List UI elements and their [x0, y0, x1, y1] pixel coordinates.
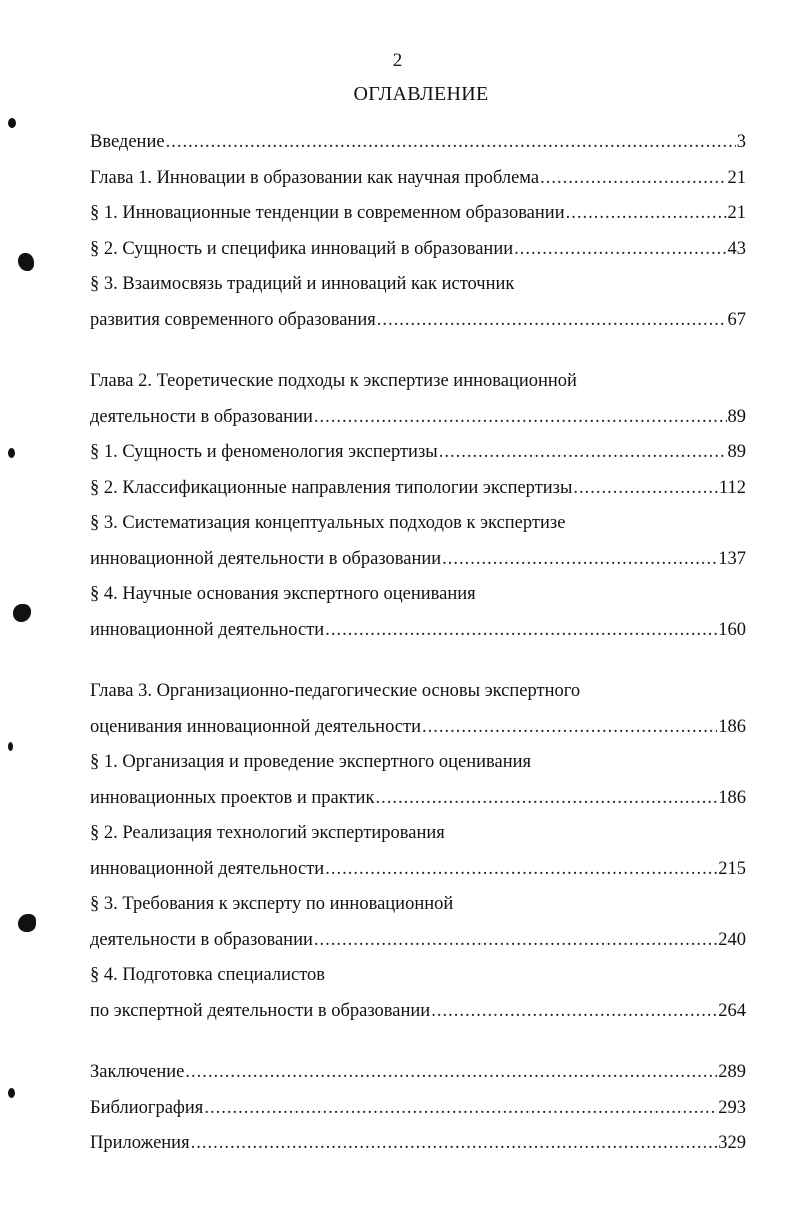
scan-artifact — [13, 604, 31, 622]
toc-entry-ch3-section-1[interactable] — [90, 785, 746, 821]
toc-entry-chapter-1[interactable] — [90, 165, 746, 201]
toc-entry-text: Библиография — [90, 1097, 204, 1118]
dot-leader — [422, 714, 717, 741]
toc-entry-ch2-section-3-line-1[interactable]: § 3. Систематизация концептуальных подходов к экспертизе — [90, 513, 566, 533]
dot-leader — [573, 475, 718, 502]
toc-entry-chapter-3-line-1[interactable]: Глава 3. Организационно-педагогические основы экспертного — [90, 681, 581, 701]
scan-artifact — [18, 253, 34, 271]
toc-page-number: 289 — [718, 1062, 746, 1082]
toc-entry-text: инновационной деятельности в образовании — [90, 548, 442, 569]
toc-entry-text: Заключение — [90, 1062, 185, 1082]
toc-entry-text: § 2. Сущность и специфика инноваций в образовании — [90, 238, 514, 259]
toc-entry-text: инновационной деятельности — [90, 619, 325, 640]
toc-entry-text: Приложения — [90, 1133, 190, 1153]
toc-page-number: 89 — [727, 442, 746, 462]
toc-entry-ch1-section-2[interactable] — [90, 236, 746, 272]
toc-entry-ch3-section-4[interactable] — [90, 998, 746, 1034]
dot-leader — [325, 617, 717, 644]
table-of-contents — [90, 129, 746, 1166]
toc-entry-text: по экспертной деятельности в образовании — [90, 1000, 431, 1021]
dot-leader — [166, 129, 736, 156]
toc-entry-ch1-section-3[interactable] — [90, 307, 746, 343]
toc-page-number: 329 — [718, 1133, 746, 1153]
toc-entry-ch3-section-3-line-1[interactable]: § 3. Требования к эксперту по инновационной — [90, 894, 454, 914]
toc-entry-ch1-section-3-line-1[interactable]: § 3. Взаимосвязь традиций и инноваций как источник — [90, 274, 515, 294]
dot-leader — [185, 1059, 717, 1086]
dot-leader — [439, 439, 727, 466]
toc-entry-chapter-2[interactable] — [90, 404, 746, 440]
toc-entry-ch2-section-4-line-1[interactable]: § 4. Научные основания экспертного оценивания — [90, 584, 476, 604]
dot-leader — [442, 546, 717, 573]
toc-page-number: 186 — [718, 787, 746, 808]
scan-artifact — [8, 448, 15, 458]
dot-leader — [314, 927, 717, 954]
toc-entry-ch1-section-1[interactable] — [90, 200, 746, 236]
page-number: 2 — [392, 50, 403, 71]
toc-entry-ch3-section-3[interactable] — [90, 927, 746, 963]
scan-artifact — [8, 742, 13, 751]
dot-leader — [204, 1095, 717, 1122]
toc-entry-text: § 2. Классификационные направления типологии экспертизы — [90, 477, 573, 498]
toc-entry-text: § 1. Сущность и феноменология экспертизы — [90, 442, 438, 462]
toc-entry-text: Введение — [90, 132, 165, 152]
toc-page-number: 67 — [727, 309, 746, 330]
toc-entry-chapter-3[interactable] — [90, 714, 746, 750]
toc-entry-ch3-section-4-line-1[interactable]: § 4. Подготовка специалистов — [90, 965, 326, 985]
toc-entry-text: инновационных проектов и практик — [90, 787, 375, 808]
dot-leader — [325, 856, 717, 883]
scan-artifact — [8, 1088, 15, 1098]
toc-page-number: 21 — [727, 203, 746, 223]
toc-page-number: 160 — [718, 619, 746, 640]
toc-page-number: 89 — [727, 406, 746, 427]
toc-entry-text: деятельности в образовании — [90, 406, 313, 427]
dot-leader — [377, 307, 727, 334]
toc-page-number: 186 — [718, 716, 746, 737]
toc-page-number: 293 — [718, 1097, 746, 1118]
toc-page-number: 3 — [736, 132, 746, 152]
dot-leader — [375, 785, 717, 812]
toc-page-number: 43 — [727, 238, 746, 259]
toc-entry-text: § 1. Инновационные тенденции в современном образовании — [90, 203, 565, 223]
toc-entry-text: деятельности в образовании — [90, 929, 313, 950]
toc-entry-text: инновационной деятельности — [90, 858, 325, 879]
dot-leader — [314, 404, 727, 431]
dot-leader — [431, 998, 717, 1025]
toc-entry-text: развития современного образования — [90, 309, 376, 330]
toc-entry-ch3-section-2[interactable] — [90, 856, 746, 892]
page-title: ОГЛАВЛЕНИЕ — [353, 83, 489, 105]
dot-leader — [566, 200, 727, 227]
toc-page-number: 137 — [718, 548, 746, 569]
toc-page-number: 112 — [718, 477, 746, 498]
toc-entry-ch2-section-2[interactable] — [90, 475, 746, 511]
dot-leader — [514, 236, 726, 263]
scan-artifact — [8, 118, 16, 128]
toc-page-number: 264 — [718, 1000, 746, 1021]
scan-artifact — [18, 914, 36, 932]
toc-page-number: 21 — [727, 167, 746, 188]
toc-entry-text: Глава 1. Инновации в образовании как научная проблема — [90, 167, 540, 188]
toc-entry-chapter-2-line-1[interactable]: Глава 2. Теоретические подходы к экспертизе инновационной — [90, 371, 577, 391]
toc-entry-ch2-section-4[interactable] — [90, 617, 746, 653]
toc-entry-intro[interactable] — [90, 129, 746, 165]
toc-entry-ch3-section-1-line-1[interactable]: § 1. Организация и проведение экспертного оценивания — [90, 752, 532, 772]
dot-leader — [540, 165, 726, 192]
toc-entry-text: оценивания инновационной деятельности — [90, 716, 421, 737]
toc-entry-bibliography[interactable] — [90, 1095, 746, 1131]
toc-entry-ch2-section-1[interactable] — [90, 439, 746, 475]
toc-page-number: 215 — [718, 858, 746, 879]
toc-entry-appendices[interactable] — [90, 1130, 746, 1166]
toc-page-number: 240 — [718, 929, 746, 950]
toc-entry-ch2-section-3[interactable] — [90, 546, 746, 582]
toc-entry-ch3-section-2-line-1[interactable]: § 2. Реализация технологий экспертирования — [90, 823, 445, 843]
toc-entry-conclusion[interactable] — [90, 1059, 746, 1095]
dot-leader — [191, 1130, 718, 1157]
